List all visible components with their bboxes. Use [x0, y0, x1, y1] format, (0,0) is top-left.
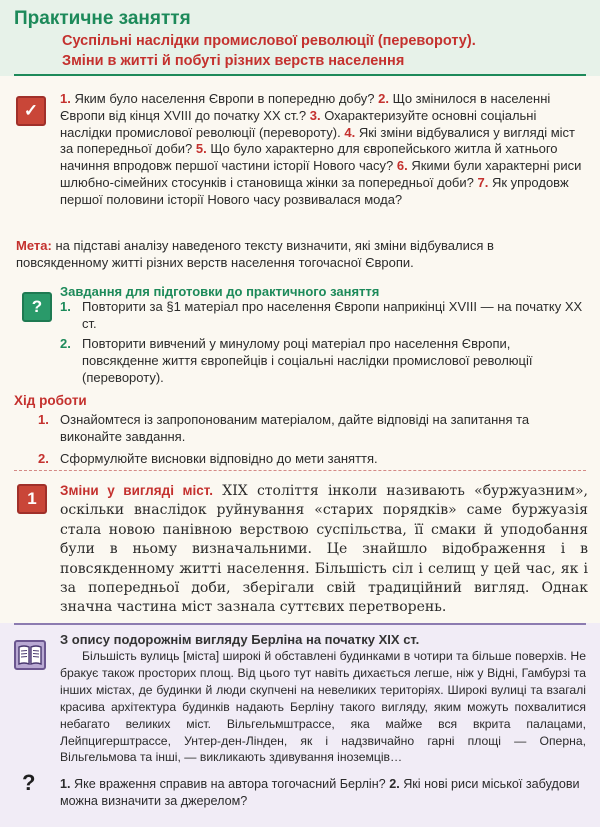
q4-text: Які зміни відбувалися у вигляді міст за попередньої доби?: [60, 124, 575, 157]
q2-number: 2.: [378, 91, 389, 106]
preparation-item-text: Повторити вивчений у минулому році матеріал про населення Європи, повсякденне життя європейців і соціальні наслідки промислової революції (перевороту).: [82, 336, 533, 385]
goal-paragraph: [16, 238, 586, 272]
section-number-badge: 1: [17, 484, 47, 514]
header-divider: [14, 74, 586, 76]
review-questions: [60, 91, 586, 209]
source-q1-number: 1.: [60, 777, 71, 791]
book-icon: [14, 640, 46, 670]
workflow-item-number: 1.: [38, 412, 49, 427]
source-q1-text: Яке враження справив на автора тогочасний Берлін?: [74, 777, 386, 791]
workflow-item: [38, 451, 586, 468]
source-text: Більшість вулиць [міста] широкі й обставлені будинками в чотири та більше поверхів. Не бракує також просторих площ. Від цього тут навіть дихається легше, ніж у Відні, Гамбурзі та інших містах, де будинки й люди скупчені на невеликих територіях. Широкі вулиці та взагалі красива архітектура будинків надають Берліну такого вигляду, яким можуть похвалитися небагато великих міст. Вільгельмштрассе, яка майже вся вкрита палацами, Лейпцигерштрассе, Унтер-ден-Лінден, як і надзвичайно гарні площі — Оперна, Вільгельмова та інші, — викликають здивування іноземців…: [60, 649, 586, 765]
q3-number: 3.: [309, 107, 321, 123]
q5-number: 5.: [195, 141, 207, 157]
q6-number: 6.: [396, 158, 408, 174]
question-icon: ?: [22, 292, 52, 322]
workflow-item-number: 2.: [38, 451, 49, 466]
q1-text: Яким було населення Європи в попередню добу?: [74, 91, 375, 106]
goal-label: Мета:: [16, 238, 52, 253]
preparation-item: [60, 299, 586, 333]
q7-text: Як упродовж першої половини історії Нового часу розвивалася мода?: [60, 174, 569, 207]
preparation-item-number: 1.: [60, 299, 71, 314]
q4-number: 4.: [344, 124, 356, 140]
q2-text: Що змінилося в населенні Європи від кінця XVIII до початку XX ст.?: [60, 91, 551, 123]
preparation-item: [60, 336, 586, 386]
workflow-title: Хід роботи: [14, 393, 87, 408]
q3-text: Охарактеризуйте основні соціальні наслідки промислової революції (перевороту).: [60, 107, 537, 140]
question-mark-icon: ?: [22, 770, 36, 795]
subtitle-line-2: Зміни в житті й побуті різних верств населення: [62, 53, 405, 69]
dashed-divider: [14, 470, 586, 471]
goal-text: на підставі аналізу наведеного тексту визначити, які зміни відбувалися в повсякденному житті різних верств населення тогочасної Європи.: [16, 238, 494, 270]
workflow-item-text: Сформулюйте висновки відповідно до мети заняття.: [60, 451, 378, 466]
workflow-item-text: Ознайомтеся із запропонованим матеріалом, дайте відповіді на запитання та виконайте завдання.: [60, 412, 530, 444]
section-one-text: XIX століття інколи називають «буржуазним», оскільки внаслідок руйнування «старих порядків» саме буржуазія стала новою панівною верствою суспільства, її смаки й уподобання були в ньому визначальними. Це знайшло відображення і в повсякденному житті населення. Більшість сіл і селищ у цей час, як і за попередньої доби, зберігали свій традиційний вигляд. Однак значна частина міст зазнала суттєвих перетворень.: [60, 483, 588, 616]
q1-number: 1.: [60, 91, 71, 106]
preparation-item-number: 2.: [60, 336, 71, 351]
source-q2-number: 2.: [389, 777, 400, 791]
preparation-title: Завдання для підготовки до практичного заняття: [60, 284, 380, 299]
check-icon: ✓: [16, 96, 46, 126]
subtitle-line-1: Суспільні наслідки промислової революції (перевороту).: [62, 33, 476, 49]
source-q2-text: Які нові риси міської забудови можна визначити за джерелом?: [60, 777, 580, 808]
q6-text: Якими були характерні риси шлюбно-сімейних стосунків і становища жінки за попередньої доби?: [60, 158, 582, 190]
source-divider: [14, 623, 586, 625]
q7-number: 7.: [477, 174, 489, 190]
preparation-item-text: Повторити за §1 матеріал про населення Європи наприкінці XVIII — на початку XX ст.: [82, 299, 583, 331]
q5-text: Що було характерно для європейського житла й хатнього начиння впродовж першої частини історії Нового часу?: [60, 141, 558, 174]
source-questions: [60, 776, 586, 810]
workflow-item: [38, 412, 586, 446]
page-title: Практичне заняття: [14, 8, 191, 29]
section-one-title: Зміни у вигляді міст.: [60, 483, 213, 498]
source-title: З опису подорожнім вигляду Берліна на початку XIX ст.: [60, 632, 420, 647]
section-one-paragraph: [60, 481, 588, 618]
